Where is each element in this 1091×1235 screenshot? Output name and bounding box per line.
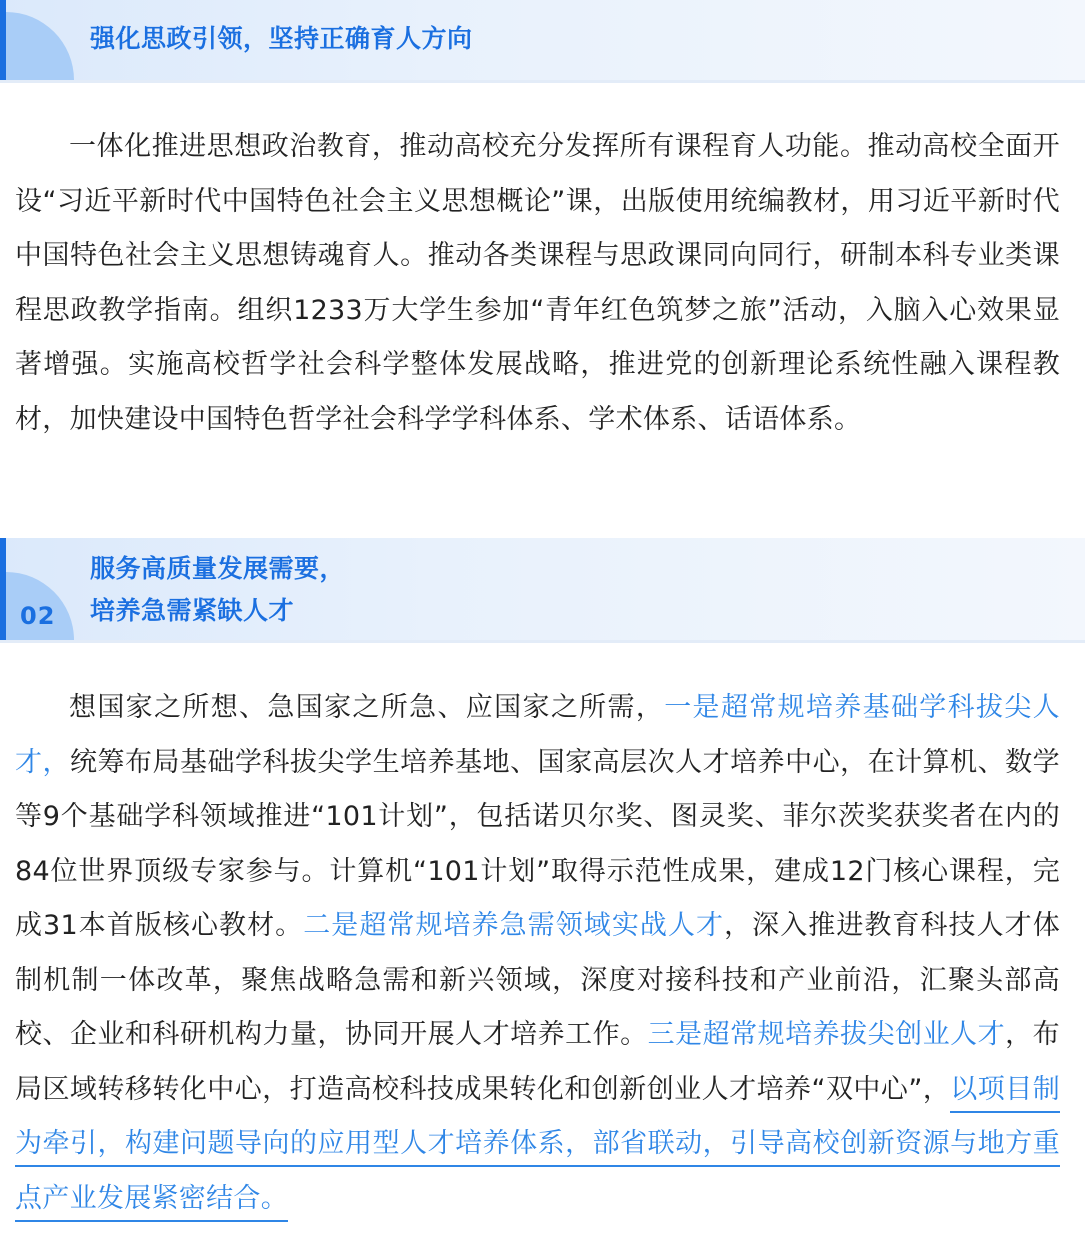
section-header-1 <box>0 0 1085 83</box>
section-number: 02 <box>20 602 56 630</box>
highlight-text: 二是超常规培养急需领域实战人才 <box>303 910 725 941</box>
quarter-circle-decoration <box>6 12 74 80</box>
section-2-paragraph <box>15 681 1060 1226</box>
section-header-2 <box>0 538 1085 643</box>
paragraph-text: 统筹布局基础学科拔尖学生培养基地、国家高层次人才培养中心，在计算机、数学等9个基础学科领域推进“101计划”，包括诺贝尔奖、图灵奖、菲尔茨奖获奖者在内的84位世界顶级专家参与。计算机“101计划”取得示范性成果，建成12门核心课程，完成31本首版核心教材。 <box>15 746 1060 941</box>
section-title: 强化思政引领，坚持正确育人方向 <box>90 24 473 53</box>
underlined-highlight-text: 以项目制为牵引，构建问题导向的应用型人才培养体系，部省联动，引导高校创新资源与地方重点产业发展紧密结合。 <box>15 1074 1060 1222</box>
paragraph-text: ，深入推进教育科技人才体制机制一体改革，聚焦战略急需和新兴领域，深度对接科技和产业前沿，汇聚头部高校、企业和科研机构力量，协同开展人才培养工作。 <box>15 910 1061 1050</box>
section-title <box>90 548 345 632</box>
section-title-line-2: 培养急需紧缺人才 <box>90 596 295 625</box>
section-1-paragraph: 一体化推进思想政治教育，推动高校充分发挥所有课程育人功能。推动高校全面开设“习近平新时代中国特色社会主义思想概论”课，出版使用统编教材，用习近平新时代中国特色社会主义思想铸魂育人。推动各类课程与思政课同向同行，研制本科专业类课程思政教学指南。组织1233万大学生参加“青年红色筑梦之旅”活动，入脑入心效果显著增强。实施高校哲学社会科学整体发展战略，推进党的创新理论系统性融入课程教材，加快建设中国特色哲学社会科学学科体系、学术体系、话语体系。 <box>15 131 1060 435</box>
paragraph-text: ，布局区域转移转化中心，打造高校科技成果转化和创新创业人才培养“双中心”， <box>15 1019 1060 1105</box>
highlight-text: 一是超常规培养基础学科拔尖人才， <box>15 692 1060 778</box>
paragraph-text: 想国家之所想、急国家之所急、应国家之所需， <box>69 692 665 723</box>
highlight-text: 三是超常规培养拔尖创业人才 <box>647 1019 1006 1050</box>
section-title-line-1: 服务高质量发展需要， <box>90 554 346 583</box>
